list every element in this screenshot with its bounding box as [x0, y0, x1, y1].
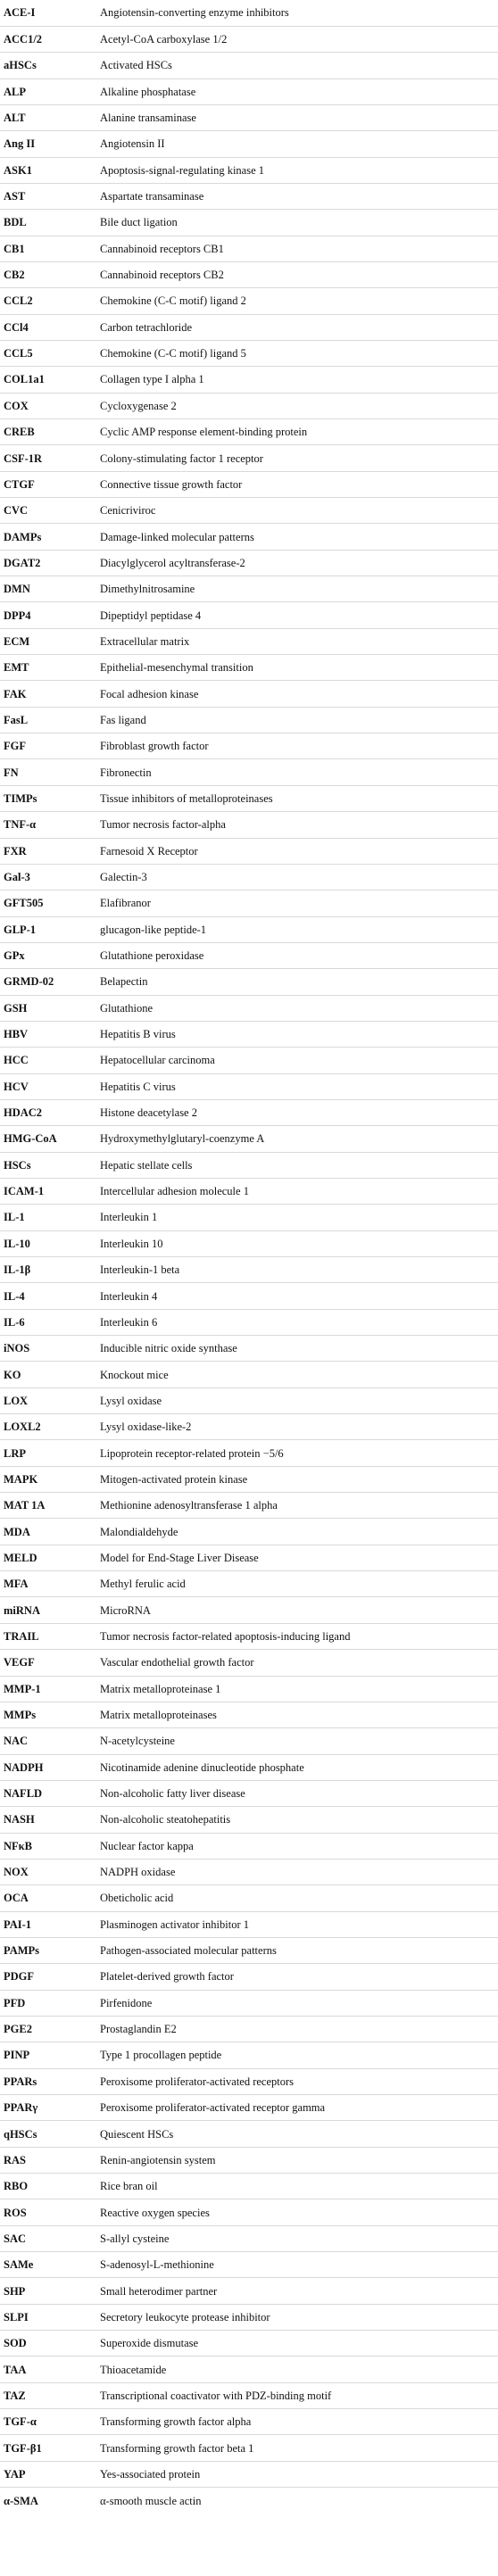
- table-row: [0, 1702, 498, 1727]
- abbreviation-term: NOX: [0, 1859, 100, 1884]
- abbreviation-term: NASH: [0, 1807, 100, 1833]
- abbreviation-definition: Interleukin 6: [100, 1309, 498, 1335]
- table-row: [0, 2095, 498, 2121]
- abbreviation-definition: Transforming growth factor beta 1: [100, 2435, 498, 2461]
- abbreviation-term: FasL: [0, 707, 100, 733]
- abbreviation-definition: Interleukin 1: [100, 1205, 498, 1230]
- table-row: [0, 812, 498, 838]
- abbreviation-term: GSH: [0, 995, 100, 1021]
- abbreviation-term: OCA: [0, 1885, 100, 1911]
- table-row: [0, 524, 498, 550]
- abbreviation-definition: Reactive oxygen species: [100, 2199, 498, 2225]
- table-row: [0, 550, 498, 576]
- abbreviation-term: GLP-1: [0, 916, 100, 942]
- table-row: [0, 1021, 498, 1047]
- abbreviation-term: ICAM-1: [0, 1178, 100, 1204]
- table-row: [0, 576, 498, 602]
- table-row: [0, 210, 498, 236]
- abbreviation-term: CSF-1R: [0, 445, 100, 471]
- abbreviation-term: TIMPs: [0, 785, 100, 811]
- abbreviation-term: iNOS: [0, 1336, 100, 1362]
- table-row: [0, 2435, 498, 2461]
- abbreviation-term: DGAT2: [0, 550, 100, 576]
- table-row: [0, 314, 498, 340]
- abbreviation-definition: Malondialdehyde: [100, 1519, 498, 1545]
- abbreviation-term: AST: [0, 183, 100, 209]
- abbreviation-definition: Yes-associated protein: [100, 2461, 498, 2487]
- table-row: [0, 1152, 498, 1178]
- abbreviation-definition: Non-alcoholic fatty liver disease: [100, 1780, 498, 1806]
- table-row: [0, 2304, 498, 2330]
- table-row: [0, 890, 498, 916]
- abbreviation-definition: Cannabinoid receptors CB1: [100, 236, 498, 261]
- table-row: [0, 2016, 498, 2042]
- table-row: [0, 2121, 498, 2147]
- abbreviation-term: PGE2: [0, 2016, 100, 2042]
- abbreviation-term: CB1: [0, 236, 100, 261]
- table-row: [0, 131, 498, 157]
- abbreviation-term: NFκB: [0, 1833, 100, 1859]
- abbreviation-term: FXR: [0, 838, 100, 864]
- table-row: [0, 236, 498, 261]
- table-row: [0, 2409, 498, 2435]
- table-row: [0, 2382, 498, 2408]
- abbreviation-term: IL-4: [0, 1283, 100, 1309]
- table-row: [0, 261, 498, 287]
- abbreviation-definition: Obeticholic acid: [100, 1885, 498, 1911]
- table-row: [0, 655, 498, 681]
- table-row: [0, 419, 498, 445]
- abbreviation-term: ECM: [0, 628, 100, 654]
- abbreviation-definition: Nicotinamide adenine dinucleotide phosphate: [100, 1754, 498, 1780]
- abbreviation-definition: Nuclear factor kappa: [100, 1833, 498, 1859]
- abbreviation-definition: Mitogen-activated protein kinase: [100, 1466, 498, 1492]
- abbreviation-definition: Alanine transaminase: [100, 104, 498, 130]
- table-row: [0, 2461, 498, 2487]
- abbreviation-definition: Type 1 procollagen peptide: [100, 2042, 498, 2068]
- abbreviation-term: MFA: [0, 1571, 100, 1597]
- table-row: [0, 393, 498, 418]
- table-row: [0, 1964, 498, 1990]
- abbreviation-definition: MicroRNA: [100, 1597, 498, 1623]
- abbreviation-term: TNF-α: [0, 812, 100, 838]
- abbreviation-term: CCl4: [0, 314, 100, 340]
- table-row: [0, 2488, 498, 2514]
- table-row: [0, 864, 498, 890]
- abbreviation-term: NAC: [0, 1728, 100, 1754]
- abbreviation-definition: Superoxide dismutase: [100, 2331, 498, 2357]
- abbreviation-definition: Chemokine (C-C motif) ligand 5: [100, 340, 498, 366]
- abbreviation-definition: Lysyl oxidase: [100, 1387, 498, 1413]
- table-row: [0, 628, 498, 654]
- abbreviation-term: ACE-I: [4, 6, 36, 20]
- abbreviation-definition: Histone deacetylase 2: [100, 1099, 498, 1125]
- table-row: [0, 602, 498, 628]
- abbreviation-term: PAI-1: [0, 1911, 100, 1937]
- table-row: [0, 1387, 498, 1413]
- table-row: [0, 1414, 498, 1440]
- abbreviation-term: HDAC2: [0, 1099, 100, 1125]
- abbreviation-term: ALT: [0, 104, 100, 130]
- abbreviation-term: DPP4: [0, 602, 100, 628]
- abbreviation-definition: Diacylglycerol acyltransferase-2: [100, 550, 498, 576]
- abbreviation-definition: Hydroxymethylglutaryl-coenzyme A: [100, 1126, 498, 1152]
- abbreviation-definition: NADPH oxidase: [100, 1859, 498, 1884]
- abbreviation-definition: Matrix metalloproteinase 1: [100, 1676, 498, 1702]
- table-row: [0, 340, 498, 366]
- abbreviation-definition: Secretory leukocyte protease inhibitor: [100, 2304, 498, 2330]
- abbreviation-term: TAA: [0, 2357, 100, 2382]
- table-row: [0, 1676, 498, 1702]
- abbreviation-definition: Farnesoid X Receptor: [100, 838, 498, 864]
- abbreviation-term: BDL: [0, 210, 100, 236]
- abbreviation-term: GPx: [0, 942, 100, 968]
- abbreviation-term: MELD: [0, 1545, 100, 1570]
- table-row: [0, 0, 498, 26]
- table-row: [0, 2199, 498, 2225]
- table-row: [0, 1126, 498, 1152]
- abbreviation-definition: Chemokine (C-C motif) ligand 2: [100, 288, 498, 314]
- abbreviation-term: COL1a1: [0, 367, 100, 393]
- abbreviation-definition: Colony-stimulating factor 1 receptor: [100, 445, 498, 471]
- table-row: [0, 288, 498, 314]
- abbreviation-term: VEGF: [0, 1650, 100, 1676]
- table-row: [0, 2147, 498, 2173]
- table-row: [0, 1362, 498, 1387]
- table-row: [0, 1754, 498, 1780]
- abbreviation-definition: Activated HSCs: [100, 53, 498, 79]
- abbreviation-definition: Quiescent HSCs: [100, 2121, 498, 2147]
- table-row: [0, 1336, 498, 1362]
- abbreviation-term: SHP: [0, 2278, 100, 2304]
- abbreviation-definition: Fas ligand: [100, 707, 498, 733]
- abbreviation-definition: Interleukin 4: [100, 1283, 498, 1309]
- abbreviation-term: LOX: [0, 1387, 100, 1413]
- abbreviation-term: IL-1β: [0, 1257, 100, 1283]
- table-row: [0, 471, 498, 497]
- abbreviation-term: YAP: [0, 2461, 100, 2487]
- abbreviation-definition: Peroxisome proliferator-activated receptors: [100, 2068, 498, 2094]
- abbreviation-definition: Small heterodimer partner: [100, 2278, 498, 2304]
- abbreviation-term: NADPH: [0, 1754, 100, 1780]
- table-row: [0, 1099, 498, 1125]
- abbreviation-definition: Model for End-Stage Liver Disease: [100, 1545, 498, 1570]
- table-row: [0, 2042, 498, 2068]
- table-row: [0, 1283, 498, 1309]
- abbreviation-term: ACC1/2: [0, 26, 100, 52]
- abbreviation-definition: Cenicriviroc: [100, 498, 498, 524]
- abbreviation-definition: Vascular endothelial growth factor: [100, 1650, 498, 1676]
- abbreviation-term: ROS: [0, 2199, 100, 2225]
- abbreviation-term: IL-1: [0, 1205, 100, 1230]
- table-row: [0, 1048, 498, 1073]
- abbreviation-definition: Hepatitis C virus: [100, 1073, 498, 1099]
- abbreviation-term: LRP: [0, 1440, 100, 1466]
- abbreviation-term: Ang II: [0, 131, 100, 157]
- abbreviation-definition: Cycloxygenase 2: [100, 393, 498, 418]
- table-row: [0, 183, 498, 209]
- table-row: [0, 942, 498, 968]
- abbreviation-term: PPARγ: [0, 2095, 100, 2121]
- table-row: [0, 1623, 498, 1649]
- abbreviation-definition: Prostaglandin E2: [100, 2016, 498, 2042]
- abbreviation-term: SAC: [0, 2225, 100, 2251]
- abbreviation-definition: Fibronectin: [100, 759, 498, 785]
- abbreviation-definition: Epithelial-mesenchymal transition: [100, 655, 498, 681]
- abbreviation-definition: Glutathione peroxidase: [100, 942, 498, 968]
- table-row: [0, 1833, 498, 1859]
- table-row: [0, 104, 498, 130]
- abbreviation-term: HMG-CoA: [0, 1126, 100, 1152]
- abbreviation-definition: Aspartate transaminase: [100, 183, 498, 209]
- abbreviation-definition: Matrix metalloproteinases: [100, 1702, 498, 1727]
- abbreviation-definition: Transcriptional coactivator with PDZ-binding motif: [100, 2382, 498, 2408]
- abbreviation-definition: Extracellular matrix: [100, 628, 498, 654]
- table-row: [0, 1780, 498, 1806]
- table-row: [0, 916, 498, 942]
- abbreviation-term: SLPI: [0, 2304, 100, 2330]
- table-row: [0, 1178, 498, 1204]
- table-row: [0, 1205, 498, 1230]
- abbreviation-definition: Angiotensin II: [100, 131, 498, 157]
- abbreviation-term: MDA: [0, 1519, 100, 1545]
- abbreviation-term: PPARs: [0, 2068, 100, 2094]
- abbreviation-definition: Platelet-derived growth factor: [100, 1964, 498, 1990]
- abbreviation-term: KO: [0, 1362, 100, 1387]
- abbreviation-definition: Fibroblast growth factor: [100, 733, 498, 759]
- abbreviation-definition: Tissue inhibitors of metalloproteinases: [100, 785, 498, 811]
- table-row: [0, 79, 498, 104]
- abbreviation-definition: Focal adhesion kinase: [100, 681, 498, 707]
- abbreviation-term: IL-6: [0, 1309, 100, 1335]
- abbreviation-term: FAK: [0, 681, 100, 707]
- table-row: [0, 2068, 498, 2094]
- abbreviation-definition: Hepatocellular carcinoma: [100, 1048, 498, 1073]
- abbreviation-definition: Intercellular adhesion molecule 1: [100, 1178, 498, 1204]
- abbreviation-definition: Non-alcoholic steatohepatitis: [100, 1807, 498, 1833]
- table-row: [0, 2174, 498, 2199]
- table-row: [0, 1807, 498, 1833]
- abbreviation-definition: Knockout mice: [100, 1362, 498, 1387]
- abbreviation-definition: Interleukin-1 beta: [100, 1257, 498, 1283]
- abbreviation-term: FN: [0, 759, 100, 785]
- abbreviation-term: RAS: [0, 2147, 100, 2173]
- table-row: [0, 1571, 498, 1597]
- abbreviation-term: IL-10: [0, 1230, 100, 1256]
- table-row: [0, 1230, 498, 1256]
- table-row: [0, 1073, 498, 1099]
- table-row: [0, 53, 498, 79]
- abbreviation-term: aHSCs: [0, 53, 100, 79]
- abbreviation-definition: N-acetylcysteine: [100, 1728, 498, 1754]
- abbreviation-definition: Transforming growth factor alpha: [100, 2409, 498, 2435]
- table-row: [0, 1519, 498, 1545]
- abbreviation-term: TGF-β1: [0, 2435, 100, 2461]
- abbreviation-definition: glucagon-like peptide-1: [100, 916, 498, 942]
- abbreviation-definition: Glutathione: [100, 995, 498, 1021]
- table-row: [0, 367, 498, 393]
- abbreviation-term: TAZ: [0, 2382, 100, 2408]
- abbreviation-definition: Belapectin: [100, 969, 498, 995]
- abbreviation-definition: Thioacetamide: [100, 2357, 498, 2382]
- abbreviation-term: DMN: [0, 576, 100, 602]
- abbreviation-term: HBV: [0, 1021, 100, 1047]
- abbreviation-definition: Damage-linked molecular patterns: [100, 524, 498, 550]
- abbreviation-definition: Galectin-3: [100, 864, 498, 890]
- abbreviation-definition: Methionine adenosyltransferase 1 alpha: [100, 1493, 498, 1519]
- abbreviation-definition: Tumor necrosis factor-alpha: [100, 812, 498, 838]
- table-row: [0, 707, 498, 733]
- abbreviation-definition: S-adenosyl-L-methionine: [100, 2252, 498, 2278]
- table-row: [0, 498, 498, 524]
- abbreviation-term: SAMe: [0, 2252, 100, 2278]
- abbreviation-definition: Elafibranor: [100, 890, 498, 916]
- table-row: [0, 785, 498, 811]
- abbreviation-term: PINP: [0, 2042, 100, 2068]
- abbreviation-term: EMT: [0, 655, 100, 681]
- abbreviation-definition: Interleukin 10: [100, 1230, 498, 1256]
- table-row: [0, 838, 498, 864]
- abbreviation-definition: Lysyl oxidase-like-2: [100, 1414, 498, 1440]
- abbreviation-definition: Apoptosis-signal-regulating kinase 1: [100, 157, 498, 183]
- abbreviation-term: PAMPs: [0, 1937, 100, 1963]
- abbreviation-term: ALP: [0, 79, 100, 104]
- abbreviation-definition: Inducible nitric oxide synthase: [100, 1336, 498, 1362]
- abbreviation-definition: Renin-angiotensin system: [100, 2147, 498, 2173]
- abbreviation-definition: Collagen type I alpha 1: [100, 367, 498, 393]
- table-row: [0, 157, 498, 183]
- abbreviation-term: CTGF: [0, 471, 100, 497]
- abbreviation-definition: Bile duct ligation: [100, 210, 498, 236]
- abbreviation-term: qHSCs: [0, 2121, 100, 2147]
- table-row: [0, 1885, 498, 1911]
- table-row: [0, 1257, 498, 1283]
- abbreviation-term: CB2: [0, 261, 100, 287]
- table-row: [0, 681, 498, 707]
- abbreviation-term: CCL5: [0, 340, 100, 366]
- abbreviation-definition: Angiotensin-converting enzyme inhibitors: [100, 6, 289, 20]
- abbreviation-definition: Connective tissue growth factor: [100, 471, 498, 497]
- abbreviation-definition: Pathogen-associated molecular patterns: [100, 1937, 498, 1963]
- table-row: [0, 1728, 498, 1754]
- abbreviation-definition: Lipoprotein receptor-related protein −5/6: [100, 1440, 498, 1466]
- abbreviation-definition: Pirfenidone: [100, 1990, 498, 2016]
- abbreviation-definition: Acetyl-CoA carboxylase 1/2: [100, 26, 498, 52]
- abbreviation-term: HCC: [0, 1048, 100, 1073]
- table-row: [0, 1859, 498, 1884]
- abbreviation-term: CCL2: [0, 288, 100, 314]
- abbreviation-term: PFD: [0, 1990, 100, 2016]
- abbreviation-definition: Dipeptidyl peptidase 4: [100, 602, 498, 628]
- abbreviation-term: DAMPs: [0, 524, 100, 550]
- abbreviation-definition: Carbon tetrachloride: [100, 314, 498, 340]
- abbreviation-term: CREB: [0, 419, 100, 445]
- abbreviation-term: CVC: [0, 498, 100, 524]
- table-row: [0, 1493, 498, 1519]
- abbreviation-term: MAPK: [0, 1466, 100, 1492]
- abbreviation-term: RBO: [0, 2174, 100, 2199]
- abbreviation-term: TGF-α: [0, 2409, 100, 2435]
- table-row: [0, 1466, 498, 1492]
- abbreviation-term: PDGF: [0, 1964, 100, 1990]
- abbreviation-term: miRNA: [0, 1597, 100, 1623]
- abbreviation-definition: Peroxisome proliferator-activated receptor gamma: [100, 2095, 498, 2121]
- table-row: [0, 995, 498, 1021]
- abbreviation-term: ASK1: [0, 157, 100, 183]
- abbreviation-term: HCV: [0, 1073, 100, 1099]
- abbreviation-term: MAT 1A: [0, 1493, 100, 1519]
- abbreviation-term: NAFLD: [0, 1780, 100, 1806]
- table-row: [0, 1440, 498, 1466]
- abbreviation-term: TRAIL: [0, 1623, 100, 1649]
- abbreviation-definition: Plasminogen activator inhibitor 1: [100, 1911, 498, 1937]
- table-row: [0, 2278, 498, 2304]
- table-row: [0, 2252, 498, 2278]
- table-row: [0, 2225, 498, 2251]
- abbreviation-term: GRMD-02: [0, 969, 100, 995]
- abbreviation-definition: Hepatitis B virus: [100, 1021, 498, 1047]
- abbreviation-term: Gal-3: [0, 864, 100, 890]
- table-row: [0, 1650, 498, 1676]
- table-row: [0, 1937, 498, 1963]
- abbreviation-definition: Methyl ferulic acid: [100, 1571, 498, 1597]
- table-row: [0, 26, 498, 52]
- table-row: [0, 1545, 498, 1570]
- abbreviation-definition: Rice bran oil: [100, 2174, 498, 2199]
- table-row: [0, 759, 498, 785]
- abbreviation-term: α-SMA: [0, 2488, 100, 2514]
- table-row: [0, 969, 498, 995]
- abbreviation-term: SOD: [0, 2331, 100, 2357]
- table-row: [0, 1911, 498, 1937]
- table-row: [0, 445, 498, 471]
- abbreviation-term: HSCs: [0, 1152, 100, 1178]
- abbreviation-definition: Alkaline phosphatase: [100, 79, 498, 104]
- abbreviation-definition: Hepatic stellate cells: [100, 1152, 498, 1178]
- abbreviation-term: COX: [0, 393, 100, 418]
- abbreviation-term: MMPs: [0, 1702, 100, 1727]
- abbreviation-definition: Cyclic AMP response element-binding protein: [100, 419, 498, 445]
- table-row: [0, 1597, 498, 1623]
- abbreviation-definition: Cannabinoid receptors CB2: [100, 261, 498, 287]
- abbreviation-definition: S-allyl cysteine: [100, 2225, 498, 2251]
- table-row: [0, 1990, 498, 2016]
- abbreviation-term: MMP-1: [0, 1676, 100, 1702]
- abbreviation-term: LOXL2: [0, 1414, 100, 1440]
- table-row: [0, 2357, 498, 2382]
- table-row: [0, 1309, 498, 1335]
- abbreviation-term: FGF: [0, 733, 100, 759]
- abbreviation-definition: Tumor necrosis factor-related apoptosis-inducing ligand: [100, 1623, 498, 1649]
- abbreviation-definition: Dimethylnitrosamine: [100, 576, 498, 602]
- table-row: [0, 733, 498, 759]
- table-row: [0, 2331, 498, 2357]
- abbreviation-definition: α-smooth muscle actin: [100, 2488, 498, 2514]
- abbreviation-term: GFT505: [0, 890, 100, 916]
